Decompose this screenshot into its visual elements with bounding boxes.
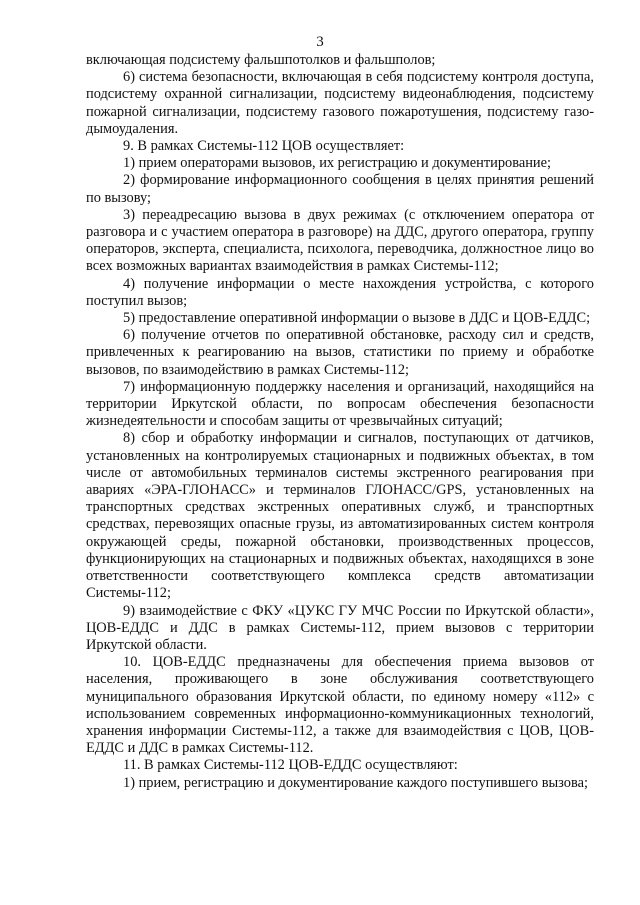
- paragraph-item-9-7: 7) информационную поддержку населения и организаций, находящийся на территории Иркутской области, по вопросам обеспечения безопасности жизнедеятельности и способам защиты от чрезвычайных ситуаций;: [86, 378, 594, 430]
- paragraph-item-9-5: 5) предоставление оперативной информации о вызове в ДДС и ЦОВ-ЕДДС;: [123, 310, 591, 327]
- page-number: 3: [316, 34, 324, 50]
- paragraph-item-9-3: 3) переадресацию вызова в двух режимах (с отключением оператора от разговора и с участием оператора в разговоре) на ДДС, другого оператора, группу операторов, эксперта, специалиста, психолога, переводчика, должностное лицо во всех возможных вариантах взаимодействия в рамках Системы-112;: [86, 206, 594, 275]
- paragraph-item-9-8: 8) сбор и обработку информации и сигналов, поступающих от датчиков, установленных на контролируемых стационарных и подвижных объектах, в том числе от автомобильных терминалов системы экстренного реагирования при авариях «ЭРА-ГЛОНАСС» и терминалов ГЛОНАСС/GPS, установленных на транспортных средствах экстренных оперативных служб, и транспортных средствах, перевозящих опасные грузы, из автоматизированных систем контроля окружающей среды, пожарной обстановки, производственных процессов, функционирующих на стационарных и подвижных объектах, находящихся в зоне ответственности соответствующего комплекса средств автоматизации Системы-112;: [86, 430, 594, 602]
- paragraph-item-9-4: 4) получение информации о месте нахождения устройства, с которого поступил вызов;: [86, 275, 594, 309]
- paragraph-item-9-1: 1) прием операторами вызовов, их регистрацию и документирование;: [123, 155, 552, 172]
- paragraph-section-9: 9. В рамках Системы-112 ЦОВ осуществляет:: [123, 138, 405, 155]
- paragraph-item-9-2: 2) формирование информационного сообщения в целях принятия решений по вызову;: [86, 172, 594, 206]
- paragraph-item-11-1: 1) прием, регистрацию и документирование каждого поступившего вызова;: [123, 774, 588, 791]
- document-body: [86, 52, 594, 792]
- paragraph-section-11: 11. В рамках Системы-112 ЦОВ-ЕДДС осуществляют:: [123, 757, 458, 774]
- paragraph-item-9-6: 6) получение отчетов по оперативной обстановке, расходу сил и средств, привлеченных к реагированию на вызов, статистики по приему и обработке вызовов, по взаимодействию в рамках Системы-112;: [86, 327, 594, 378]
- paragraph-item-9-9: 9) взаимодействие с ФКУ «ЦУКС ГУ МЧС России по Иркутской области», ЦОВ-ЕДДС и ДДС в рамках Системы-112, прием вызовов с территории Иркутской области.: [86, 602, 594, 653]
- paragraph-continuation: включающая подсистему фальшпотолков и фальшполов;: [86, 52, 436, 68]
- paragraph-section-10: 10. ЦОВ-ЕДДС предназначены для обеспечения приема вызовов от населения, проживающего в зоне обслуживания соответствующего муниципального образования Иркутской области, по единому номеру «112» с использованием современных информационно-коммуникационных технологий, хранения информации Системы-112, а также для взаимодействия с ЦОВ, ЦОВ-ЕДДС и ДДС в рамках Системы-112.: [86, 654, 594, 757]
- paragraph-item-security-system: 6) система безопасности, включающая в себя подсистему контроля доступа, подсистему охранной сигнализации, подсистему видеонаблюдения, подсистему пожарной сигнализации, подсистему газового пожаротушения, подсистему газо-дымоудаления.: [86, 69, 594, 137]
